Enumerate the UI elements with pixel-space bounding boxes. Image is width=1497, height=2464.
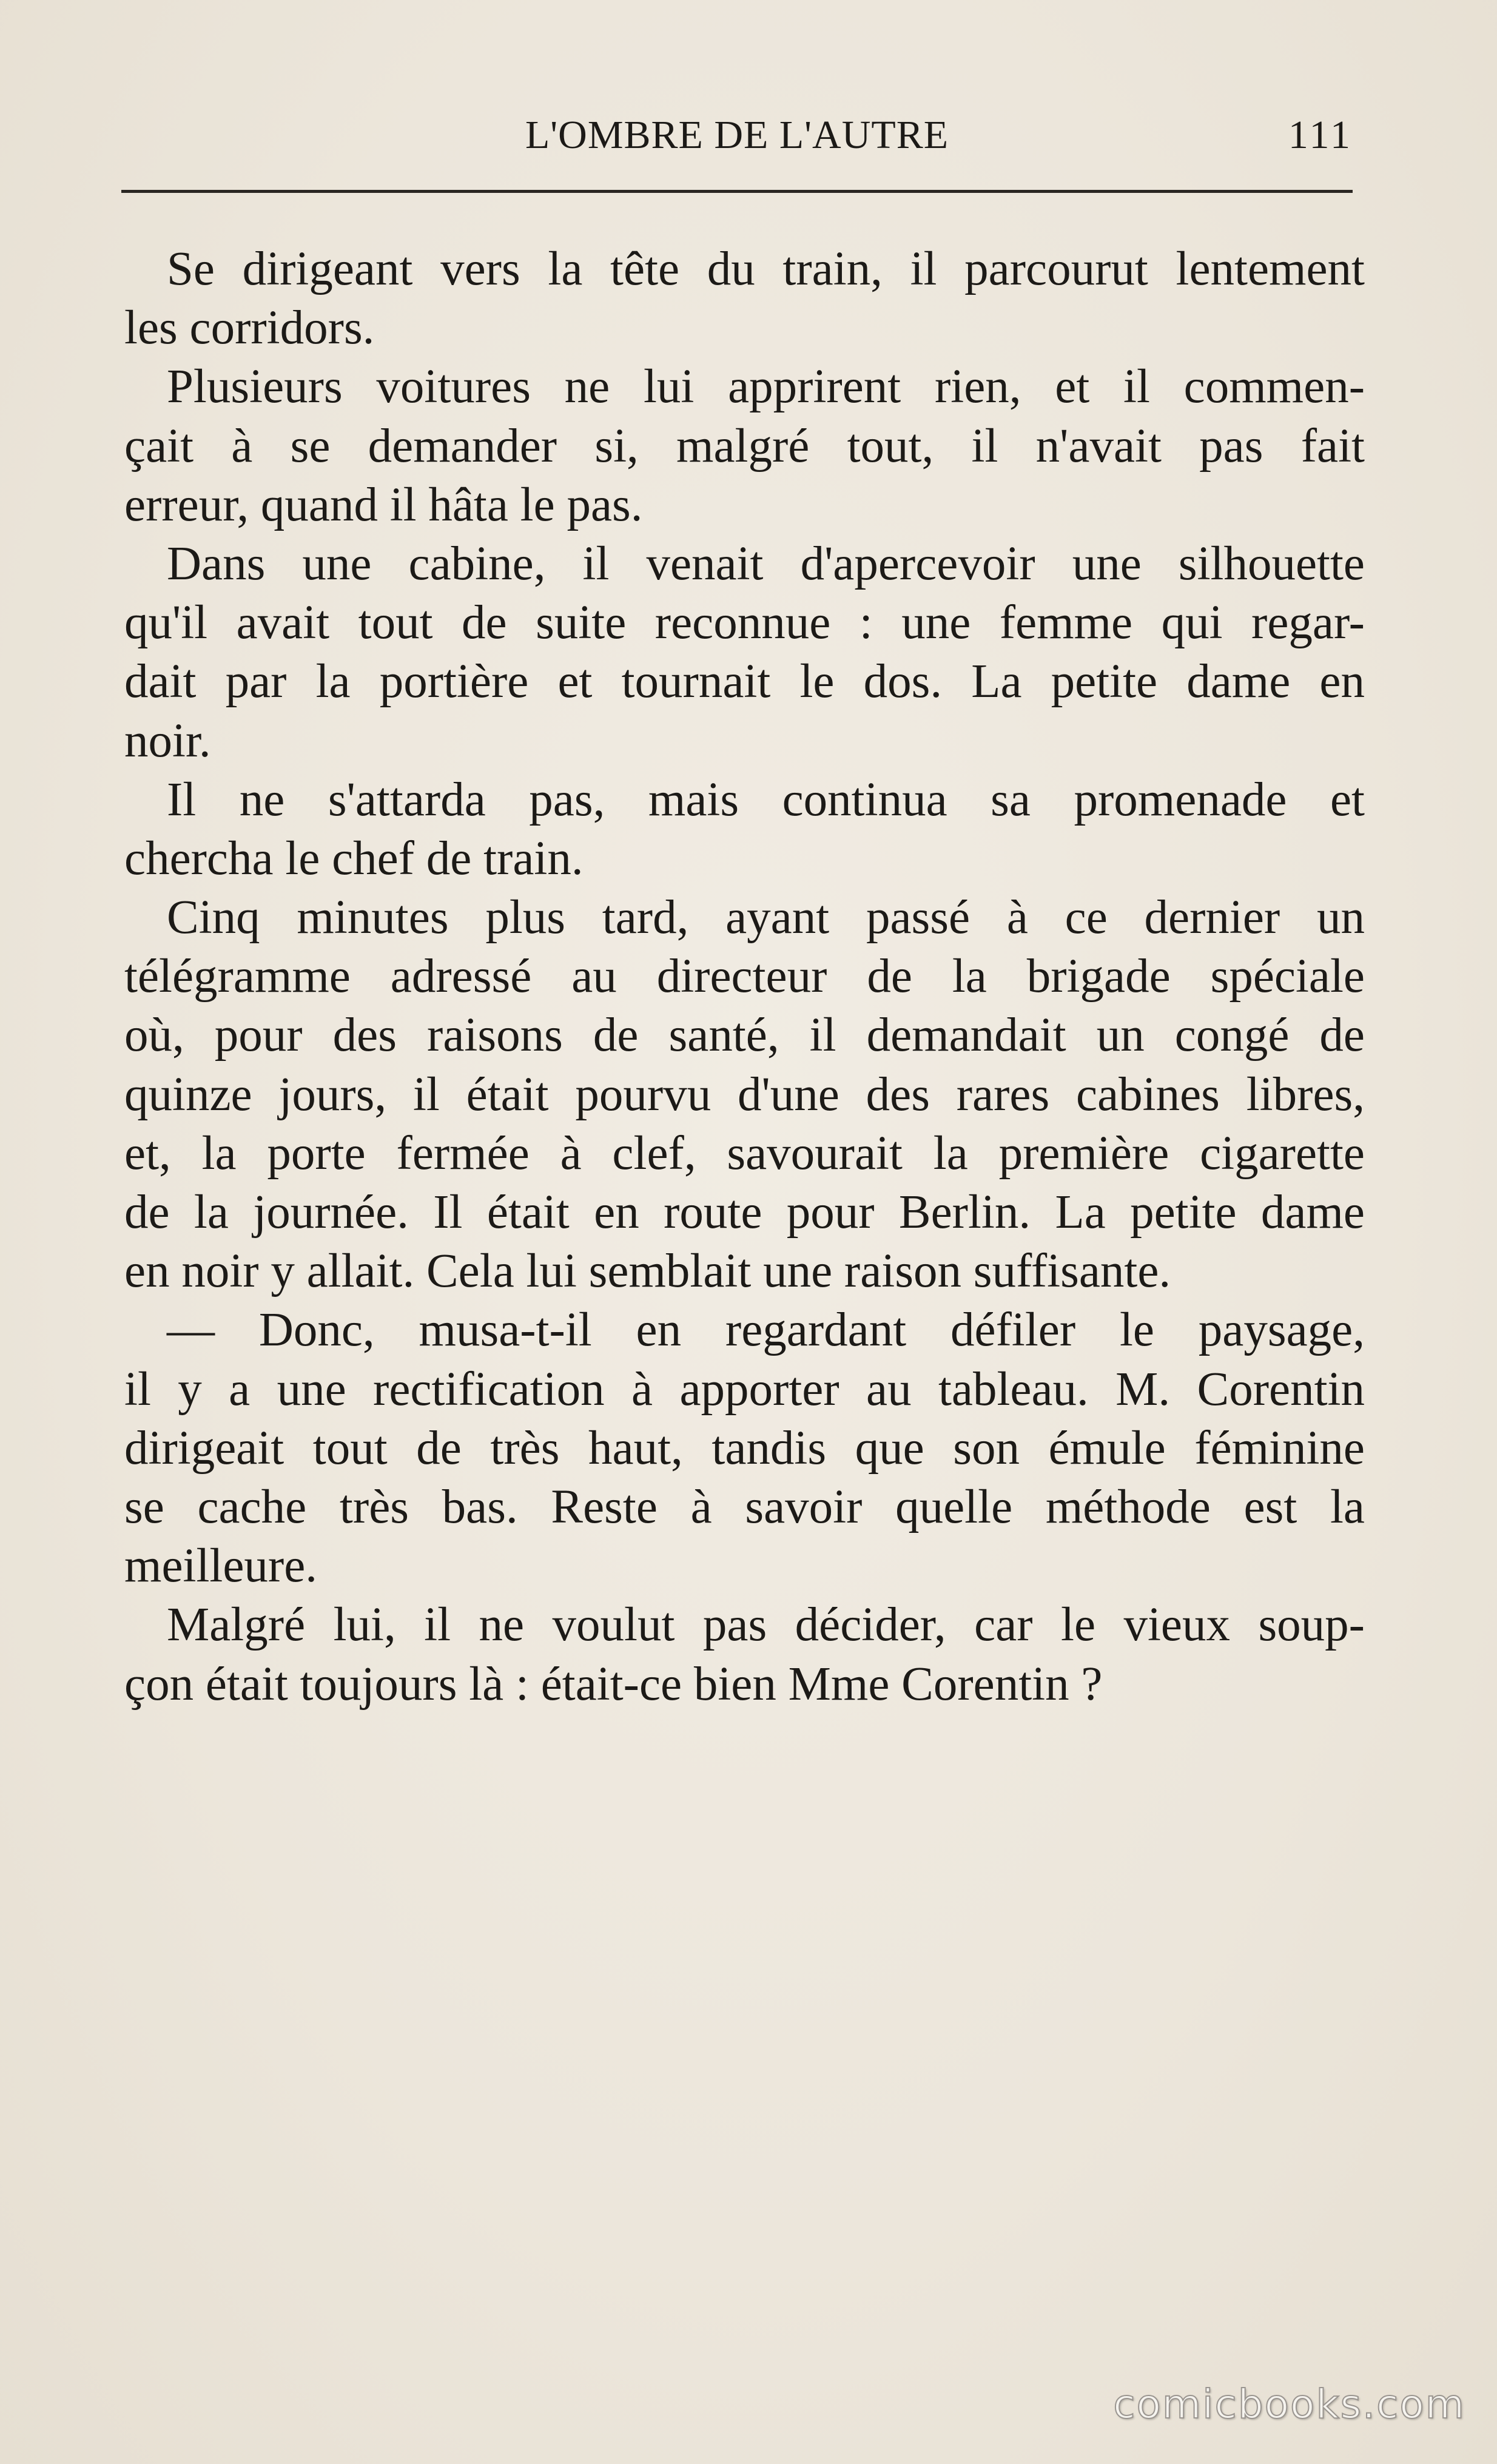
text-line: chercha le chef de train. [124,832,584,885]
text-line: erreur, quand il hâta le pas. [124,478,643,531]
text-line: les corridors. [124,301,375,355]
text-line: se cache très bas. Reste à savoir quelle méthode est la [124,1480,1365,1533]
text-line: dirigeait tout de très haut, tandis que son émule féminine [124,1421,1365,1475]
text-line: et, la porte fermée à clef, savourait la première cigarette [124,1126,1365,1180]
running-title: L'OMBRE DE L'AUTRE [525,113,949,157]
text-line: çait à se demander si, malgré tout, il n'avait pas fait [124,419,1365,473]
text-line: Malgré lui, il ne voulut pas décider, car le vieux soup- [167,1598,1365,1652]
body-text [124,240,1365,1714]
text-line: çon était toujours là : était-ce bien Mme Corentin ? [124,1657,1103,1711]
running-head [121,106,1353,161]
text-line: qu'il avait tout de suite reconnue : une femme qui regar- [124,596,1365,650]
text-line: où, pour des raisons de santé, il demandait un congé de [124,1009,1365,1062]
paragraph [124,240,1365,357]
watermark: comicbooks.com [1113,2381,1465,2428]
paragraph [124,534,1365,770]
text-line: — Donc, musa-t-il en regardant défiler le paysage, [167,1304,1365,1357]
page-number: 111 [1288,113,1353,157]
text-line: Il ne s'attarda pas, mais continua sa promenade et [167,773,1365,826]
text-line: en noir y allait. Cela lui semblait une raison suffisante. [124,1245,1171,1298]
text-line: dait par la portière et tournait le dos. La petite dame en [124,655,1365,709]
text-line: Dans une cabine, il venait d'apercevoir une silhouette [167,537,1365,590]
text-line: quinze jours, il était pourvu d'une des rares cabines libres, [124,1068,1365,1121]
text-line: Cinq minutes plus tard, ayant passé à ce dernier un [167,891,1365,944]
paragraph [124,1595,1365,1713]
text-line: meilleure. [124,1540,318,1593]
text-line: Plusieurs voitures ne lui apprirent rien, et il commen- [167,360,1365,414]
paragraph [124,770,1365,888]
text-line: Se dirigeant vers la tête du train, il parcourut lentement [167,243,1365,295]
text-line: noir. [124,714,211,767]
paragraph [124,357,1365,534]
header-rule [121,190,1353,193]
paragraph [124,1301,1365,1595]
text-line: télégramme adressé au directeur de la brigade spéciale [124,950,1365,1003]
paragraph [124,888,1365,1301]
text-line: il y a une rectification à apporter au tableau. M. Corentin [124,1362,1365,1416]
text-line: de la journée. Il était en route pour Berlin. La petite dame [124,1186,1365,1239]
